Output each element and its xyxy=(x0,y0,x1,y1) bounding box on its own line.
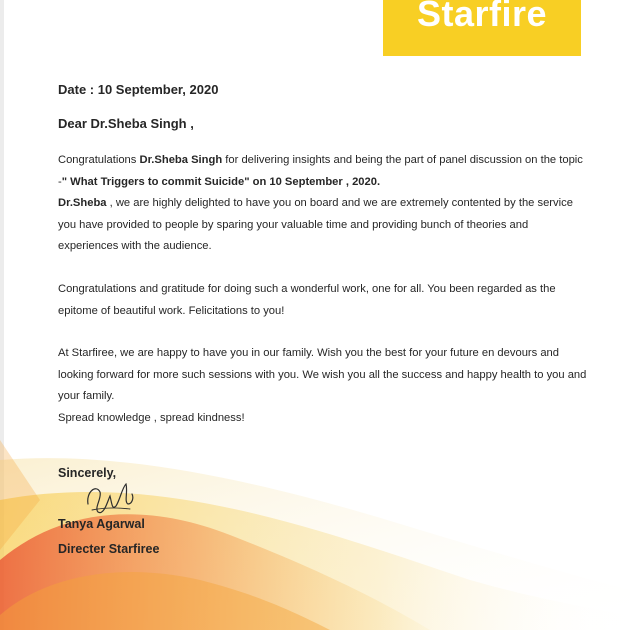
paragraph-welcome xyxy=(58,343,588,429)
p1-honoree-name: Dr.Sheba Singh xyxy=(139,154,223,166)
p3-closing-line: Spread knowledge , spread kindness! xyxy=(58,411,245,424)
signer-name: Tanya Agarwal xyxy=(58,517,145,531)
signer-title: Directer Starfiree xyxy=(58,542,160,556)
p1-text-continued: , we are highly delighted to have you on board and we are extremely contented by the service you have provided to people by sparing your valuable time and providing bunch of theories and experiences with the audience. xyxy=(58,197,573,252)
p1-topic: " What Triggers to commit Suicide" on 10 September , 2020. xyxy=(61,175,381,188)
letter-salutation: Dear Dr.Sheba Singh , xyxy=(58,116,194,131)
signature-icon xyxy=(82,474,136,522)
paragraph-congratulations xyxy=(58,150,588,258)
p1-text: for delivering insights and being the part of panel discussion on the topic - xyxy=(58,154,583,188)
p1-short-name: Dr.Sheba xyxy=(58,197,107,209)
p3-text: At Starfiree, we are happy to have you in our family. Wish you the best for your future en devours and looking forward for more such sessions with you. We wish you all the success and happy health to you and your family. xyxy=(58,347,587,402)
letter-date: Date : 10 September, 2020 xyxy=(58,82,219,97)
paragraph-gratitude: Congratulations and gratitude for doing such a wonderful work, one for all. You been regarded as the epitome of beautiful work. Felicitations to you! xyxy=(58,283,556,317)
starfire-logo xyxy=(383,0,581,56)
logo-text: Starfire xyxy=(416,0,548,34)
p1-congrats: Congratulations xyxy=(58,154,137,166)
letter-closing: Sincerely, xyxy=(58,466,117,480)
